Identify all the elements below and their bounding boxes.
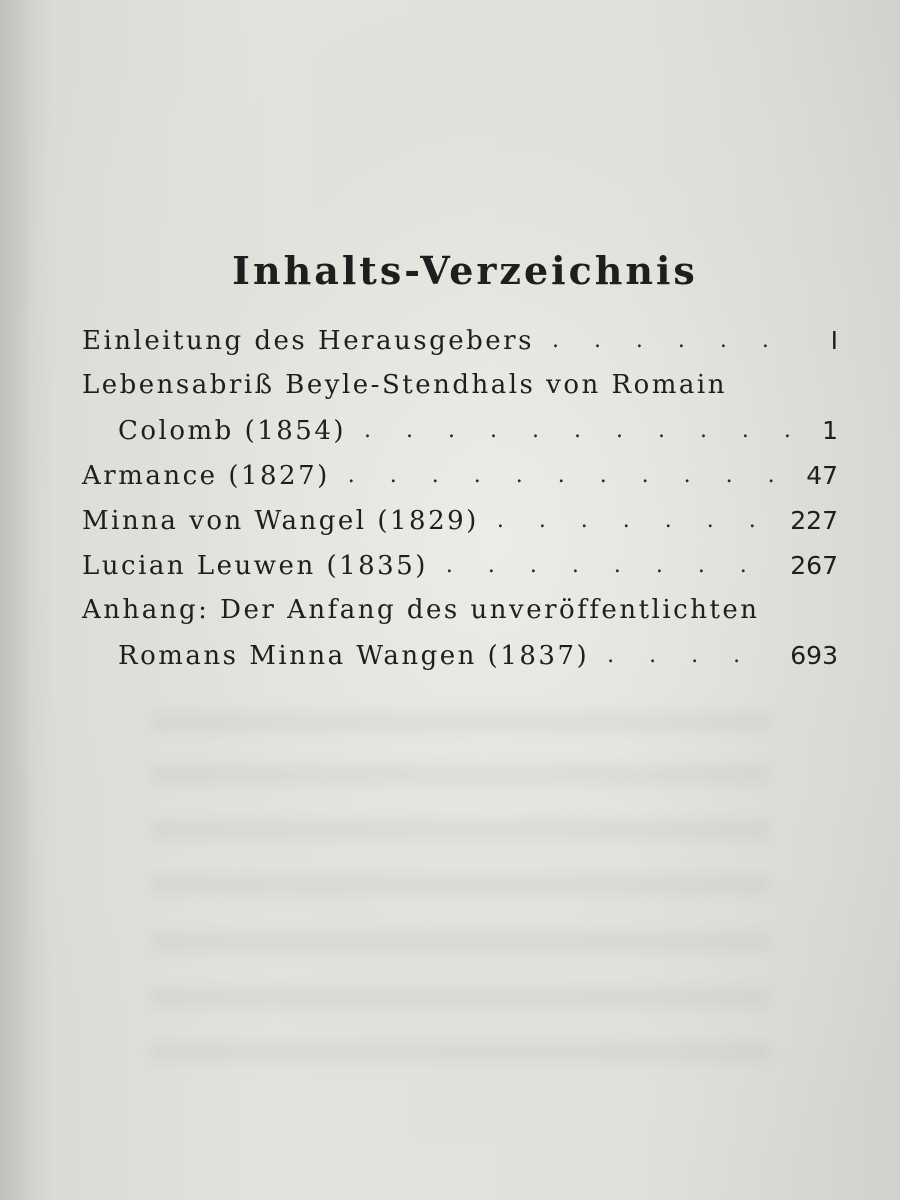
show-through-text xyxy=(150,875,770,895)
toc-entry xyxy=(82,453,838,498)
dot-leader xyxy=(607,632,776,678)
show-through-text xyxy=(150,932,770,952)
page-gutter-shadow xyxy=(0,0,28,1200)
toc-entry-title: Anhang: Der Anfang des unveröffentlichten xyxy=(82,595,760,625)
toc-entry-title: Armance (1827) xyxy=(82,461,330,491)
toc-page-number: 47 xyxy=(806,461,838,490)
show-through-text xyxy=(150,988,770,1008)
show-through-text xyxy=(150,712,770,732)
show-through-text xyxy=(150,820,770,840)
toc-entry-continuation xyxy=(82,408,838,453)
toc-entry xyxy=(82,363,838,408)
dot-leader xyxy=(364,407,790,453)
toc-entry-continuation xyxy=(82,633,838,678)
toc-page-number: I xyxy=(830,326,838,355)
toc-page-number: 227 xyxy=(790,506,838,535)
toc-entry-title: Colomb (1854) xyxy=(118,416,347,446)
toc-entry xyxy=(82,498,838,543)
toc-entry xyxy=(82,543,838,588)
toc-entry xyxy=(82,318,838,363)
table-of-contents xyxy=(82,318,838,678)
dot-leader xyxy=(497,497,776,543)
toc-entry-title: Einleitung des Herausgebers xyxy=(82,326,534,356)
show-through-text xyxy=(150,765,770,785)
toc-entry xyxy=(82,588,838,633)
dot-leader xyxy=(348,452,790,498)
page-title: Inhalts-Verzeichnis xyxy=(232,248,698,293)
toc-page-number: 1 xyxy=(822,416,838,445)
toc-page-number: 693 xyxy=(790,641,838,670)
toc-page-number: 267 xyxy=(790,551,838,580)
dot-leader xyxy=(446,542,776,588)
toc-entry-title: Minna von Wangel (1829) xyxy=(82,506,479,536)
toc-entry-title: Lucian Leuwen (1835) xyxy=(82,551,428,581)
dot-leader xyxy=(552,317,790,363)
toc-entry-title: Lebensabriß Beyle-Stendhals von Romain xyxy=(82,370,727,400)
show-through-text xyxy=(150,1042,770,1062)
toc-entry-title: Romans Minna Wangen (1837) xyxy=(118,641,590,671)
